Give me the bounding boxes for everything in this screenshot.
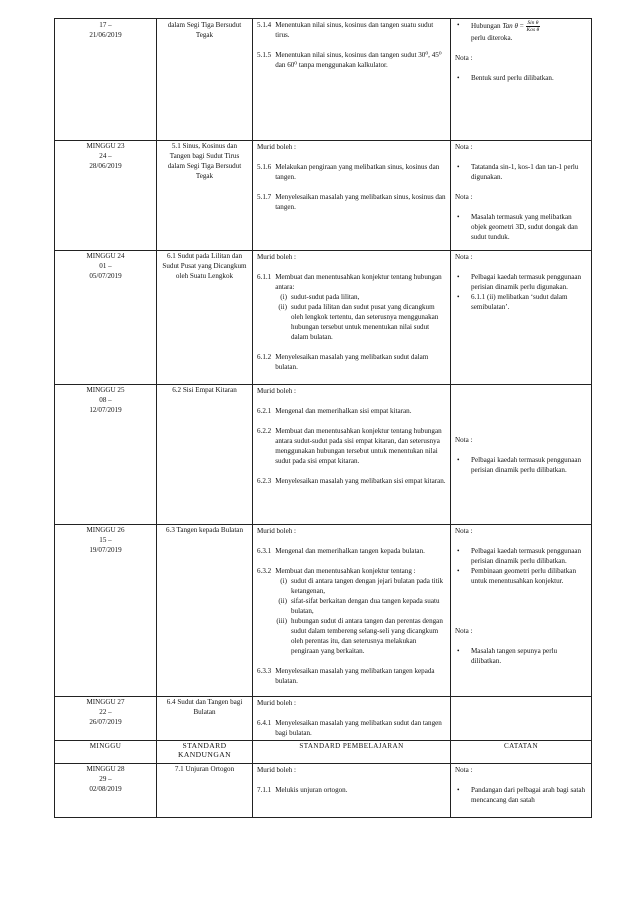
minggu-line: 17 – [99, 21, 112, 29]
sp-sub-item: (i) sudut di antara tangen dengan jejari bulatan pada titik ketangenan, [280, 577, 444, 595]
table-row [55, 764, 592, 818]
sp-item: 6.2.3 Menyelesaikan masalah yang melibatkan sisi empat kitaran. [257, 477, 446, 485]
catatan-cell [451, 764, 592, 818]
sp-item: 5.1.4 Menentukan nilai sinus, kosinus dan tangen suatu sudut tirus. [257, 21, 434, 39]
catatan-cell [451, 525, 592, 697]
catatan-bullet: • Pembinaan geometri perlu dilibatkan untuk menentusahkan konjektur. [457, 567, 576, 585]
sp-item: 5.1.5 Menentukan nilai sinus, kosinus dan tangen sudut 30⁰, 45⁰ dan 60⁰ tanpa menggunakan kalkulator. [257, 51, 442, 69]
standard-kandungan-cell: 5.1 Sinus, Kosinus dan Tangen bagi Sudut Tirus dalam Segi Tiga Bersudut Tegak [157, 141, 253, 251]
sp-item: 6.2.2 Membuat dan menentusahkan konjektur tentang hubungan antara sudut-sudut pada sisi empat kitaran, dan seterusnya menggunakan hubungan tersebut untuk menentukan nilai sudut pada sisi empat kitaran. [257, 427, 442, 465]
catatan-cell [451, 19, 592, 141]
bullet-icon: • [457, 21, 460, 29]
catatan-bullet: • Masalah termasuk yang melibatkan objek geometri 3D, sudut dongak dan sudut tunduk. [457, 213, 578, 241]
standard-pembelajaran-cell [253, 19, 451, 141]
minggu-cell: MINGGU 26 15 – 19/07/2019 [55, 525, 157, 697]
catatan-cell [451, 251, 592, 385]
catatan-cell [451, 141, 592, 251]
murid-boleh-label: Murid boleh : [257, 387, 297, 395]
table-row [55, 19, 592, 141]
bullet-icon: • [457, 163, 460, 171]
minggu-cell [55, 19, 157, 141]
nota-label: Nota : [455, 193, 473, 201]
header-catatan: CATATAN [451, 741, 592, 764]
catatan-bullet: • Pandangan dari pelbagai arah bagi satah mencancang dan satah [457, 786, 586, 804]
header-standard-kandungan: STANDARD KANDUNGAN [157, 741, 253, 764]
minggu-cell: MINGGU 23 24 – 28/06/2019 [55, 141, 157, 251]
sp-item: 6.1.1 Membuat dan menentusahkan konjektur tentang hubungan antara: [257, 273, 442, 291]
standard-pembelajaran-cell [253, 385, 451, 525]
catatan-bullet: • Hubungan Tan θ = $\frac{\text{Sin θ}}{\text{Kos θ}}$ perlu diteroka. [457, 20, 540, 42]
sin-over-kos-fraction: $\frac{\text{Sin θ}}{\text{Kos θ}}$ [526, 20, 540, 33]
nota-label: Nota : [455, 253, 473, 261]
bullet-icon: • [457, 293, 460, 301]
sp-item: 6.3.2 Membuat dan menentusahkan konjektur tentang : [257, 567, 416, 575]
sp-item: 6.3.1 Mengenal dan memerihalkan tangen kepada bulatan. [257, 547, 425, 555]
table-row [55, 141, 592, 251]
murid-boleh-label: Murid boleh : [257, 143, 297, 151]
sp-item: 5.1.7 Menyelesaikan masalah yang melibatkan sinus, kosinus dan tangen. [257, 193, 446, 211]
murid-boleh-label: Murid boleh : [257, 253, 297, 261]
standard-pembelajaran-cell [253, 764, 451, 818]
table-row [55, 385, 592, 525]
rpt-table [54, 18, 592, 818]
nota-label: Nota : [455, 627, 473, 635]
sp-sub-item: (ii) sudut pada lilitan dan sudut pusat yang dicangkum oleh lengkok tertentu, dan seterusnya menggunakan hubungan tersebut untuk menentukan nilai sudut dalam bulatan. [278, 303, 439, 341]
standard-kandungan-cell: 6.4 Sudut dan Tangen bagi Bulatan [157, 697, 253, 741]
sp-sub-item: (i) sudut-sudut pada lilitan, [280, 293, 360, 301]
bullet-icon: • [457, 786, 460, 794]
catatan-cell [451, 697, 592, 741]
standard-kandungan-text: dalam Segi Tiga Bersudut Tegak [167, 21, 242, 39]
catatan-bullet: • 6.1.1 (ii) melibatkan ‘sudut dalam semibulatan’. [457, 293, 568, 311]
bullet-icon: • [457, 567, 460, 575]
minggu-cell: MINGGU 24 01 – 05/07/2019 [55, 251, 157, 385]
catatan-bullet: • Pelbagai kaedah termasuk penggunaan perisian dinamik perlu dilibatkan. [457, 456, 582, 474]
standard-pembelajaran-cell [253, 251, 451, 385]
standard-pembelajaran-cell [253, 141, 451, 251]
sp-item: 6.4.1 Menyelesaikan masalah yang melibatkan sudut dan tangen bagi bulatan. [257, 719, 442, 737]
nota-label: Nota : [455, 527, 473, 535]
header-minggu: MINGGU [55, 741, 157, 764]
sp-item: 6.2.1 Mengenal dan memerihalkan sisi empat kitaran. [257, 407, 412, 415]
standard-kandungan-cell [157, 19, 253, 141]
minggu-line: 21/06/2019 [89, 31, 122, 39]
catatan-bullet: • Tatatanda sin-1, kos-1 dan tan-1 perlu digunakan. [457, 163, 579, 181]
standard-pembelajaran-cell [253, 525, 451, 697]
standard-kandungan-cell: 6.3 Tangen kepada Bulatan [157, 525, 253, 697]
sp-item: 5.1.6 Melakukan pengiraan yang melibatkan sinus, kosinus dan tangen. [257, 163, 440, 181]
standard-pembelajaran-cell [253, 697, 451, 741]
table-row [55, 251, 592, 385]
table-row [55, 697, 592, 741]
sp-item: 7.1.1 Melukis unjuran ortogon. [257, 786, 348, 794]
murid-boleh-label: Murid boleh : [257, 699, 297, 707]
catatan-bullet: • Masalah tangen sepunya perlu dilibatkan. [457, 647, 558, 665]
bullet-icon: • [457, 456, 460, 464]
murid-boleh-label: Murid boleh : [257, 527, 297, 535]
nota-label: Nota : [455, 54, 473, 62]
catatan-bullet: • Pelbagai kaedah termasuk penggunaan perisian dinamik perlu digunakan. [457, 273, 582, 291]
standard-kandungan-cell: 7.1 Unjuran Ortogon [157, 764, 253, 818]
sp-item: 6.3.3 Menyelesaikan masalah yang melibatkan tangen kepada bulatan. [257, 667, 435, 685]
sp-item: 6.1.2 Menyelesaikan masalah yang melibatkan sudut dalam bulatan. [257, 353, 429, 371]
table-row [55, 525, 592, 697]
bullet-icon: • [457, 74, 460, 82]
minggu-cell: MINGGU 25 08 – 12/07/2019 [55, 385, 157, 525]
nota-label: Nota : [455, 143, 473, 151]
catatan-bullet: • Bentuk surd perlu dilibatkan. [457, 74, 554, 82]
standard-kandungan-cell: 6.1 Sudut pada Lilitan dan Sudut Pusat yang Dicangkum oleh Suatu Lengkok [157, 251, 253, 385]
minggu-cell: MINGGU 27 22 – 26/07/2019 [55, 697, 157, 741]
header-standard-pembelajaran: STANDARD PEMBELAJARAN [253, 741, 451, 764]
table-header-row [55, 741, 592, 764]
murid-boleh-label: Murid boleh : [257, 766, 297, 774]
bullet-icon: • [457, 273, 460, 281]
sp-sub-item: (iii) hubungan sudut di antara tangen dan perentas dengan sudut dalam tembereng selang-seli yang dicangkum oleh perentas itu, dan seterusnya melakukan pengiraan yang berkaitan. [276, 617, 443, 655]
bullet-icon: • [457, 647, 460, 655]
nota-label: Nota : [455, 766, 473, 774]
nota-label: Nota : [455, 436, 473, 444]
standard-kandungan-cell: 6.2 Sisi Empat Kitaran [157, 385, 253, 525]
minggu-cell: MINGGU 28 29 – 02/08/2019 [55, 764, 157, 818]
bullet-icon: • [457, 547, 460, 555]
catatan-cell [451, 385, 592, 525]
catatan-bullet: • Pelbagai kaedah termasuk penggunaan perisian dinamik perlu dilibatkan. [457, 547, 582, 565]
sp-sub-item: (ii) sifat-sifat berkaitan dengan dua tangen kepada suatu bulatan, [278, 597, 440, 615]
bullet-icon: • [457, 213, 460, 221]
